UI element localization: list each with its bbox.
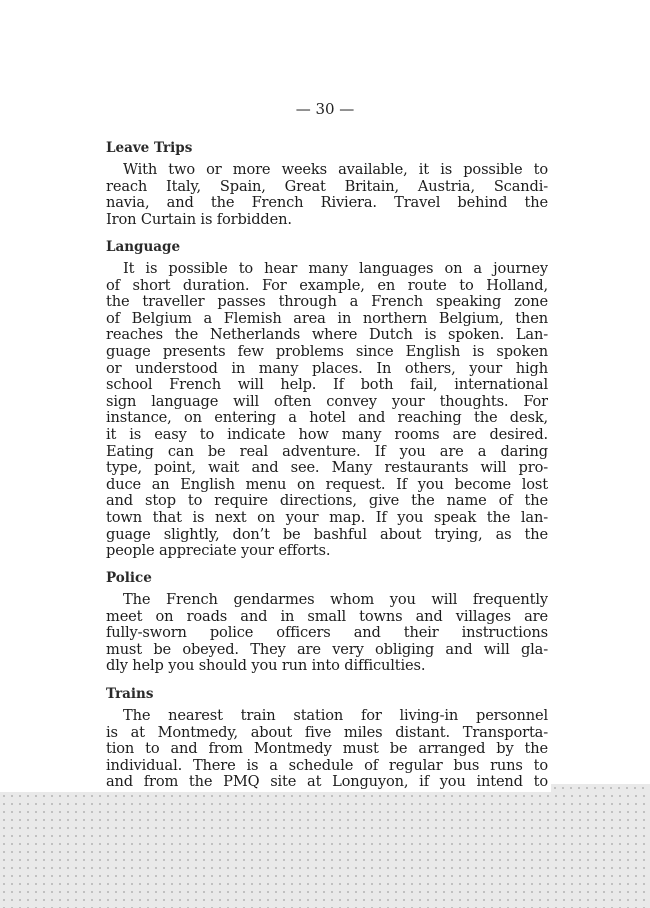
paragraph-line: must be obeyed. They are very obliging and will gla- xyxy=(106,641,548,658)
paragraph-line: Iron Curtain is forbidden. xyxy=(106,211,292,228)
section-heading-trains: Trains xyxy=(106,686,154,702)
paragraph-line: or understood in many places. In others, your high xyxy=(106,360,548,377)
paragraph-line: tion to and from Montmedy must be arranged by the xyxy=(106,741,548,758)
paragraph-line: it is easy to indicate how many rooms are desired. xyxy=(106,427,548,443)
paragraph-line: town that is next on your map. If you speak the lan- xyxy=(106,510,548,526)
paragraph-line: type, point, wait and see. Many restaurants will pro- xyxy=(106,460,548,477)
paragraph-line: instance, on entering a hotel and reaching the desk, xyxy=(106,410,548,427)
page-number: — 30 — xyxy=(295,100,355,118)
paragraph-line: sign language will often convey your thoughts. For xyxy=(106,393,548,410)
paragraph-line: It is possible to hear many languages on a journey xyxy=(123,261,548,277)
paragraph-line: people appreciate your efforts. xyxy=(106,543,331,560)
paragraph-line: the traveller passes through a French speaking zone xyxy=(106,294,548,311)
section-heading-language: Language xyxy=(106,239,181,255)
paragraph-line: reaches the Netherlands where Dutch is spoken. Lan- xyxy=(106,327,548,344)
paragraph-line: is at Montmedy, about five miles distant. Transporta- xyxy=(106,724,548,741)
paragraph-line: guage slightly, don’t be bashful about trying, as the xyxy=(106,526,548,543)
paragraph-line: of short duration. For example, en route to Holland, xyxy=(106,277,548,294)
paragraph-line: duce an English menu on request. If you become lost xyxy=(106,476,548,493)
paragraph-line: of Belgium a Flemish area in northern Belgium, then xyxy=(106,310,548,327)
paragraph-line: guage presents few problems since English is spoken xyxy=(106,344,548,360)
section-heading-leave-trips: Leave Trips xyxy=(106,140,193,156)
paragraph-line: school French will help. If both fail, international xyxy=(106,377,548,394)
paragraph-line: The French gendarmes whom you will frequently xyxy=(123,592,548,608)
paragraph-line: individual. There is a schedule of regular bus runs to xyxy=(106,757,548,774)
paragraph-line: reach Italy, Spain, Great Britain, Austria, Scandi- xyxy=(106,178,548,195)
paragraph-line: dly help you should you run into difficulties. xyxy=(106,658,426,675)
paragraph-line: and stop to require directions, give the name of the xyxy=(106,493,548,510)
paragraph-line: meet on roads and in small towns and villages are xyxy=(106,608,548,625)
page-cutoff-pattern xyxy=(0,792,650,908)
paragraph-line: and from the PMQ site at Longuyon, if you intend to xyxy=(106,774,548,791)
paragraph-line: navia, and the French Riviera. Travel behind the xyxy=(106,195,548,211)
page-cutoff-pattern xyxy=(551,784,650,792)
section-heading-police: Police xyxy=(106,570,152,586)
paragraph-line: The nearest train station for living-in personnel xyxy=(123,708,548,724)
paragraph-line: With two or more weeks available, it is possible to xyxy=(123,162,548,178)
paragraph-line: fully-sworn police officers and their instructions xyxy=(106,625,548,642)
paragraph-line: Eating can be real adventure. If you are a daring xyxy=(106,443,548,460)
text-column xyxy=(106,0,548,908)
